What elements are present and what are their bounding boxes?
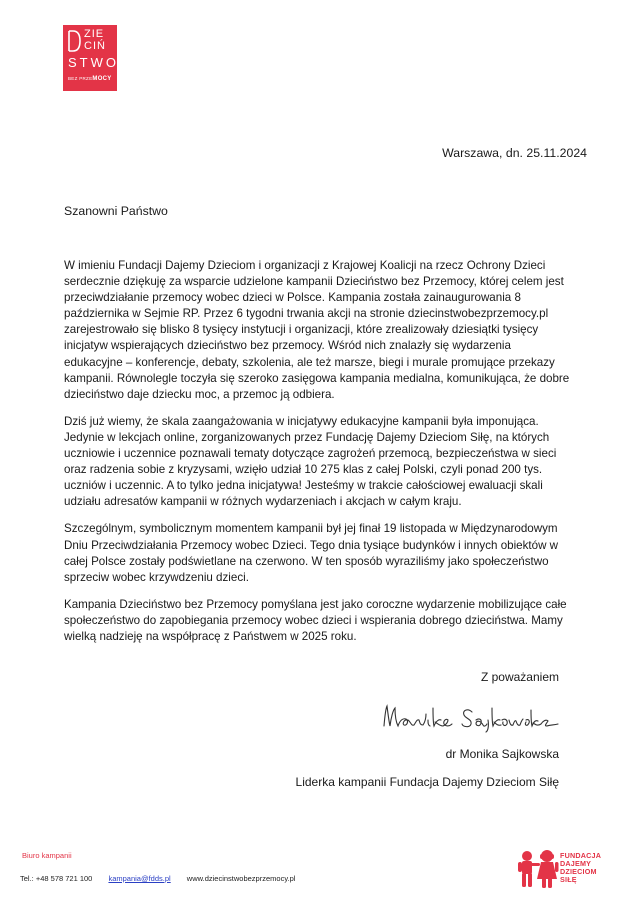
- office-label: Biuro kampanii: [22, 851, 72, 860]
- letter-body: [64, 258, 572, 656]
- signer-role: Liderka kampanii Fundacja Dajemy Dzieciom Siłę: [295, 775, 559, 789]
- logo-d-bracket-icon: [67, 30, 82, 52]
- paragraph: Kampania Dzieciństwo bez Przemocy pomyślana jest jako coroczne wydarzenie mobilizujące całe społeczeństwo do zapobiegania przemocy wobec dzieci i wspierania dobrego dzieciństwa. Mamy wielką nadzieję na współpracę z Państwem w 2025 roku.: [64, 597, 567, 643]
- website: www.dziecinstwobezprzemocy.pl: [186, 874, 296, 883]
- logo-line-2: CIŃ: [84, 40, 106, 52]
- logo-tagline: BEZ PRZEMOCY: [68, 76, 112, 82]
- paragraph: W imieniu Fundacji Dajemy Dzieciom i organizacji z Krajowej Koalicji na rzecz Ochrony Dzieci serdecznie dziękuję za wsparcie udzielone kampanii Dzieciństwo bez Przemocy, której celem jest przeciwdziałanie przemocy wobec dzieci w Polsce. Kampania została zainaugurowania 8 października w Sejmie RP. Przez 6 tygodni trwania akcji na stronie dziecinstwobezprzemocy.pl zarejestrowało się blisko 8 tysięcy instytucji i organizacji, które zrealizowały dziesiątki tysięcy inicjatyw wspierających dzieciństwo bez przemocy. Wśród nich znalazły się wydarzenia edukacyjne – konferencje, debaty, szkolenia, ale też marsze, biegi i murale promujące przekazy kampanii. Równolegle toczyła się szeroko zasięgowa kampania medialna, komunikująca, że dobre dzieciństwo daje dziecku moc, a przemoc ją odbiera.: [64, 259, 570, 401]
- campaign-logo: [63, 25, 117, 91]
- foundation-logo: [517, 849, 617, 891]
- closing: Z poważaniem: [480, 670, 559, 684]
- salutation: Szanowni Państwo: [64, 204, 168, 218]
- handwritten-signature: [380, 700, 560, 734]
- phone: Tel.: +48 578 721 100: [20, 874, 93, 883]
- logo-line-3: STWO: [68, 55, 119, 70]
- logo-line-1: ZIE: [84, 28, 105, 40]
- place-date: Warszawa, dn. 25.11.2024: [442, 146, 587, 160]
- contact-line: [20, 874, 309, 883]
- email-link[interactable]: kampania@fdds.pl: [108, 874, 171, 883]
- children-icon: [517, 849, 559, 891]
- paragraph: Szczególnym, symbolicznym momentem kampanii był jej finał 19 listopada w Międzynarodowym Dniu Przeciwdziałania Przemocy wobec Dzieci. Tego dnia tysiące budynków i innych obiektów w całej Polsce zostały podświetlane na czerwono. W ten sposób wyraziliśmy jako społeczeństwo sprzeciw wobec krzywdzeniu dzieci.: [64, 522, 559, 584]
- signer-name: dr Monika Sajkowska: [445, 747, 559, 761]
- paragraph: Dziś już wiemy, że skala zaangażowania w inicjatywy edukacyjne kampanii była imponująca. Jedynie w lekcjach online, zorganizowanych przez Fundację Dajemy Dzieciom Siłę, na których uczniowie i uczennice poznawali tematy dotyczące zagrożeń przemocą, bezpieczeństwa w sieci oraz radzenia sobie z kryzysami, wzięło udział 10 275 klas z całej Polski, czyli ponad 200 tys. uczniów i uczennic. A to tylko jedna inicjatywa! Jesteśmy w trakcie całościowej ewaluacji skali udziału adresatów kampanii w różnych wydarzeniach i akcjach w całym kraju.: [64, 414, 557, 509]
- foundation-logo-text: FUNDACJA DAJEMY DZIECIOM SIŁĘ: [560, 851, 602, 884]
